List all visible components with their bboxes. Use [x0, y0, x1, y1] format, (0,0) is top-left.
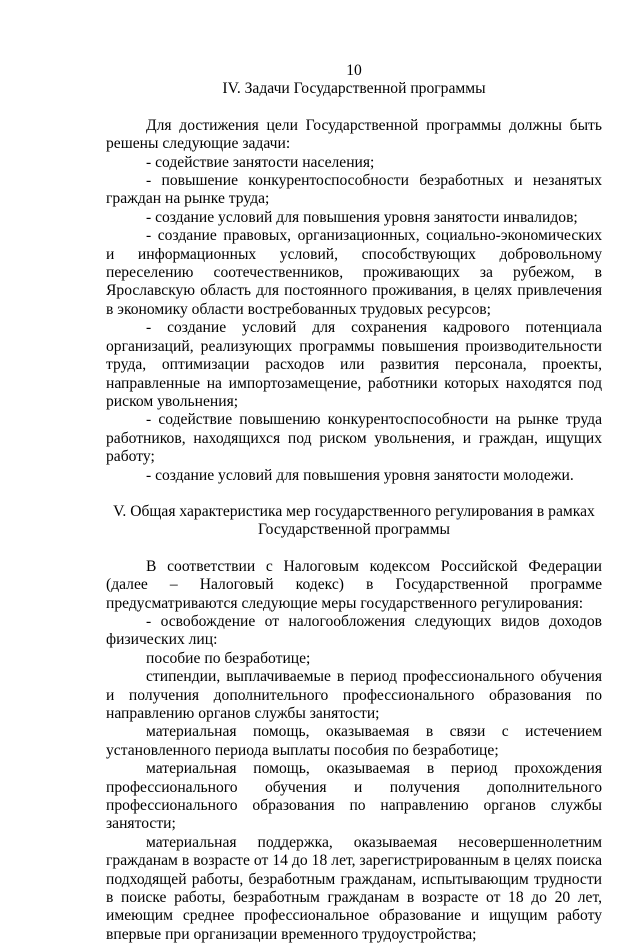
paragraph: Для достижения цели Государственной программы должны быть решены следующие задачи:	[106, 116, 602, 153]
list-item: материальная помощь, оказываемая в период прохождения профессионального обучения и получения дополнительного профессионального образования по направлению органов службы занятости;	[106, 760, 602, 833]
section-iv-body	[106, 117, 602, 485]
list-item: стипендии, выплачиваемые в период профессионального обучения и получения дополнительного профессионального образования по направлению органов службы занятости;	[106, 668, 602, 722]
list-item: - содействие повышению конкурентоспособности на рынке труда работников, находящихся под риском увольнения, и граждан, ищущих работу;	[106, 411, 602, 466]
section-v-body	[106, 558, 602, 944]
section-v-heading: V. Общая характеристика мер государственного регулирования в рамках Государственной программы	[113, 502, 595, 539]
list-item: материальная поддержка, оказываемая несовершеннолетним гражданам в возрасте от 14 до 18 лет, зарегистрированным в целях поиска подходящей работы, безработным гражданам, испытывающим трудности в поиске работы, безработным гражданам в возрасте от 18 до 20 лет, имеющим среднее профессиональное образование и ищущим работу впервые при организации временного трудоустройства;	[106, 833, 602, 943]
list-item: - создание условий для повышения уровня занятости молодежи.	[146, 466, 574, 484]
section-iv-heading: IV. Задачи Государственной программы	[222, 80, 486, 98]
list-item: - создание правовых, организационных, социально-экономических и информационных условий, способствующих добровольному переселению соотечественников, проживающих за рубежом, в Ярославскую область для постоянного проживания, в целях привлечения в экономику области востребованных трудовых ресурсов;	[106, 227, 602, 318]
list-item: пособие по безработице;	[146, 649, 311, 667]
list-item: материальная помощь, оказываемая в связи с истечением установленного периода выплаты пособия по безработице;	[106, 723, 602, 759]
paragraph: В соответствии с Налоговым кодексом Российской Федерации (далее – Налоговый кодекс) в Государственной программе предусматриваются следующие меры государственного регулирования:	[106, 557, 602, 612]
list-item: - содействие занятости населения;	[146, 153, 375, 171]
list-item: - создание условий для повышения уровня занятости инвалидов;	[146, 208, 578, 226]
list-item: - повышение конкурентоспособности безработных и незанятых граждан на рынке труда;	[106, 172, 602, 208]
section-v	[106, 503, 602, 944]
list-item: - освобождение от налогообложения следующих видов доходов физических лиц:	[106, 612, 602, 649]
page-number: 10	[346, 62, 362, 79]
section-iv	[106, 80, 602, 485]
list-item: - создание условий для сохранения кадрового потенциала организаций, реализующих программы повышения производительности труда, оптимизации расходов или развития персонала, проекты, направленные на импортозамещение, работники которых находятся под риском увольнения;	[106, 319, 602, 410]
